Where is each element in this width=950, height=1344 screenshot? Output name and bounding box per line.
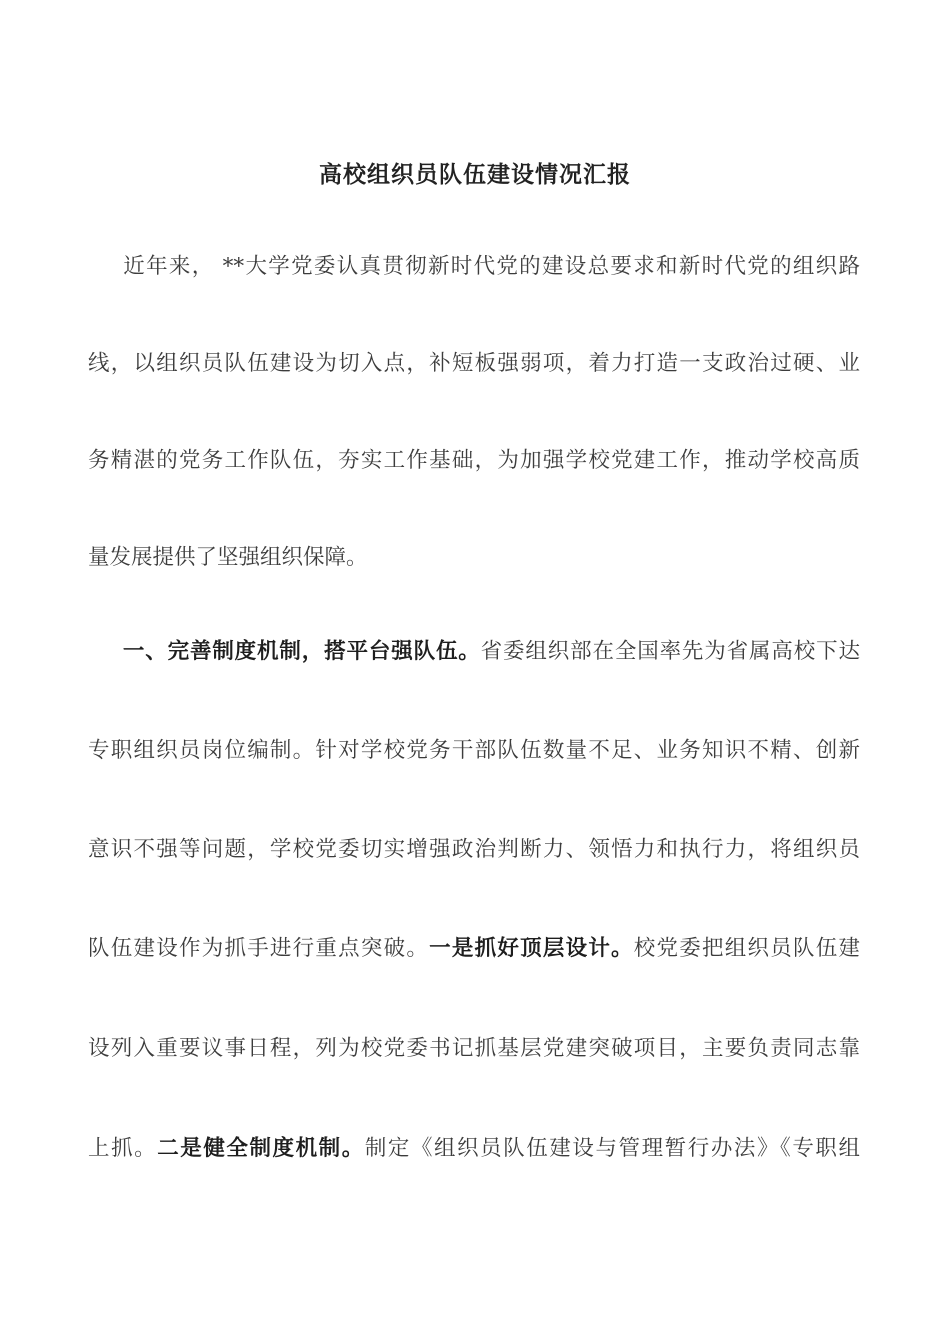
line-text: 近年来， **大学党委认真贯彻新时代党的建设总要求和新时代党的组织路 — [122, 254, 860, 279]
line-text: 制定《组织员队伍建设与管理暂行办法》《专职组 — [364, 1136, 860, 1161]
paragraph-line-3: 务精湛的党务工作队伍，夯实工作基础，为加强学校党建工作，推动学校高质 — [88, 448, 860, 473]
line-text: 队伍建设作为抓手进行重点突破。 — [88, 936, 430, 961]
paragraph-line-9: 设列入重要议事日程，列为校党委书记抓基层党建突破项目，主要负责同志靠 — [88, 1036, 860, 1061]
paragraph-line-1 — [88, 252, 860, 282]
paragraph-line-10 — [88, 1134, 860, 1164]
document-title: 高校组织员队伍建设情况汇报 — [319, 161, 631, 188]
line-text: 校党委把组织员队伍建 — [633, 936, 860, 961]
paragraph-line-5 — [88, 637, 860, 667]
paragraph-line-4: 量发展提供了坚强组织保障。 — [88, 545, 368, 570]
line-text: 省委组织部在全国率先为省属高校下达 — [480, 639, 860, 664]
paragraph-line-6: 专职组织员岗位编制。针对学校党务干部队伍数量不足、业务知识不精、创新 — [88, 738, 860, 763]
paragraph-line-2: 线，以组织员队伍建设为切入点，补短板强弱项，着力打造一支政治过硬、业 — [88, 351, 860, 376]
paragraph-line-8 — [88, 934, 860, 964]
subheading-2: 二是健全制度机制。 — [157, 1136, 365, 1161]
subheading-1: 一是抓好顶层设计。 — [429, 936, 634, 961]
paragraph-line-7: 意识不强等问题，学校党委切实增强政治判断力、领悟力和执行力，将组织员 — [88, 837, 860, 862]
section-heading-1: 一、完善制度机制，搭平台强队伍。 — [122, 639, 481, 664]
line-text: 上抓。 — [88, 1136, 158, 1161]
